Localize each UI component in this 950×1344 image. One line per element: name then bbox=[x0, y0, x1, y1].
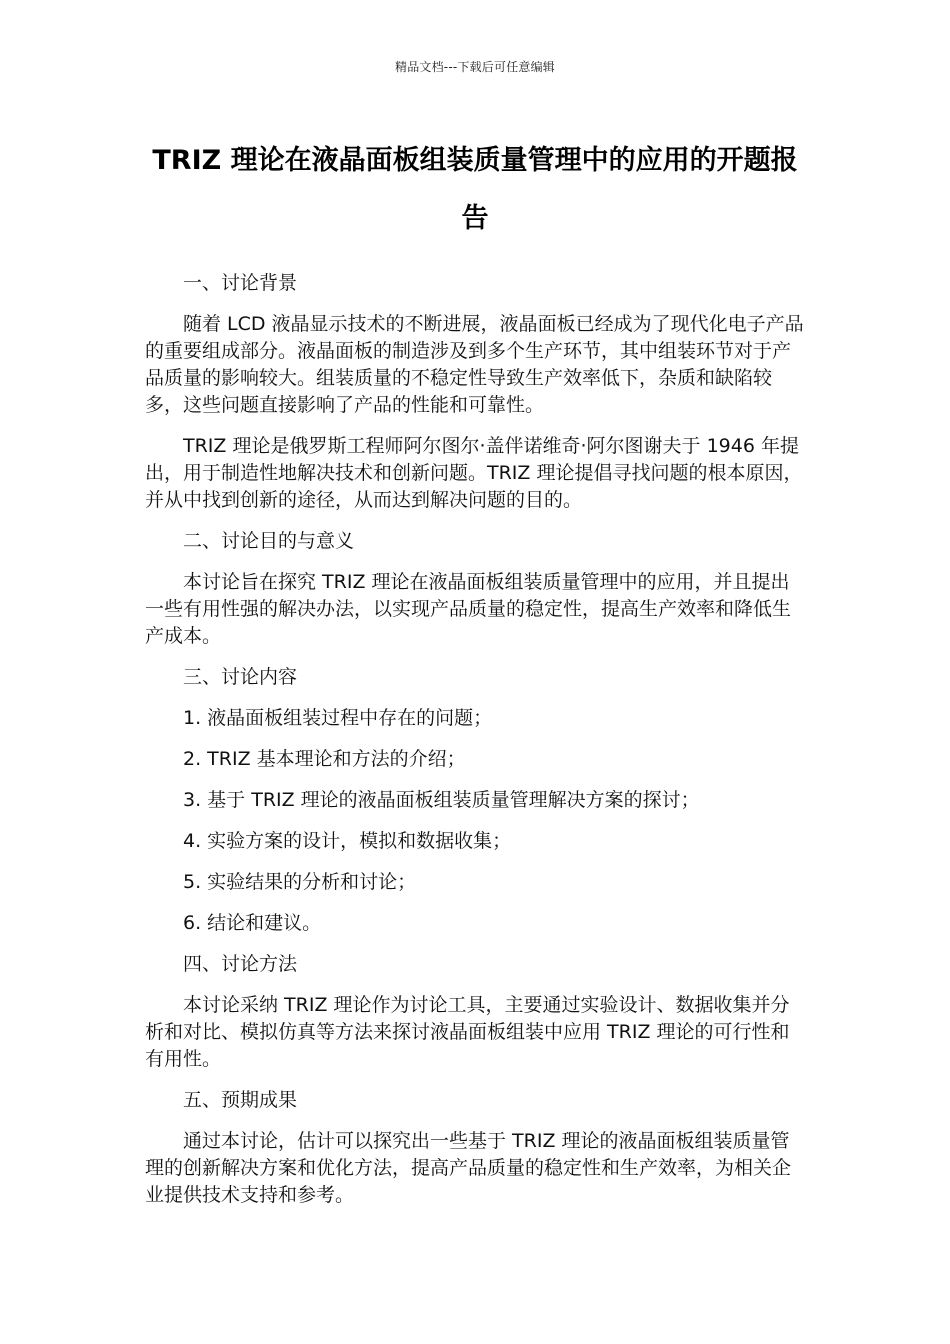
list-item: 5. 实验结果的分析和讨论； bbox=[183, 871, 417, 893]
list-item: 1. 液晶面板组装过程中存在的问题； bbox=[183, 707, 493, 729]
list-item: 2. TRIZ 基本理论和方法的介绍； bbox=[183, 748, 466, 770]
list-item: 6. 结论和建议。 bbox=[183, 912, 322, 934]
list-item: 4. 实验方案的设计，模拟和数据收集； bbox=[183, 830, 512, 852]
header-note: 精品文档---下载后可任意编辑 bbox=[395, 60, 555, 74]
list-item: 3. 基于 TRIZ 理论的液晶面板组装质量管理解决方案的探讨； bbox=[183, 789, 700, 811]
document-body bbox=[145, 270, 807, 1223]
section-heading-method: 四、讨论方法 bbox=[183, 953, 298, 975]
section-heading-outcome: 五、预期成果 bbox=[183, 1089, 298, 1111]
section-heading-content: 三、讨论内容 bbox=[183, 666, 298, 688]
paragraph-background-1: 随着 LCD 液晶显示技术的不断进展，液晶面板已经成为了现代化电子产品的重要组成部分。液晶面板的制造涉及到多个生产环节，其中组装环节对于产品质量的影响较大。组装质量的不稳定性导致生产效率低下，杂质和缺陷较多，这些问题直接影响了产品的性能和可靠性。 bbox=[145, 313, 804, 416]
paragraph-background-2: TRIZ 理论是俄罗斯工程师阿尔图尔·盖伴诺维奇·阿尔图谢夫于 1946 年提出，用于制造性地解决技术和创新问题。TRIZ 理论提倡寻找问题的根本原因，并从中找到创新的途径，从而达到解决问题的目的。 bbox=[145, 435, 803, 511]
paragraph-method: 本讨论采纳 TRIZ 理论作为讨论工具，主要通过实验设计、数据收集并分析和对比、模拟仿真等方法来探讨液晶面板组装中应用 TRIZ 理论的可行性和有用性。 bbox=[145, 994, 790, 1070]
paragraph-purpose: 本讨论旨在探究 TRIZ 理论在液晶面板组装质量管理中的应用，并且提出一些有用性强的解决办法，以实现产品质量的稳定性，提高生产效率和降低生产成本。 bbox=[145, 571, 792, 647]
document-title: TRIZ 理论在液晶面板组装质量管理中的应用的开题报告 bbox=[152, 145, 798, 234]
paragraph-outcome: 通过本讨论，估计可以探究出一些基于 TRIZ 理论的液晶面板组装质量管理的创新解决方案和优化方法，提高产品质量的稳定性和生产效率，为相关企业提供技术支持和参考。 bbox=[145, 1130, 792, 1206]
section-heading-purpose: 二、讨论目的与意义 bbox=[183, 530, 355, 552]
section-heading-background: 一、讨论背景 bbox=[183, 272, 298, 294]
